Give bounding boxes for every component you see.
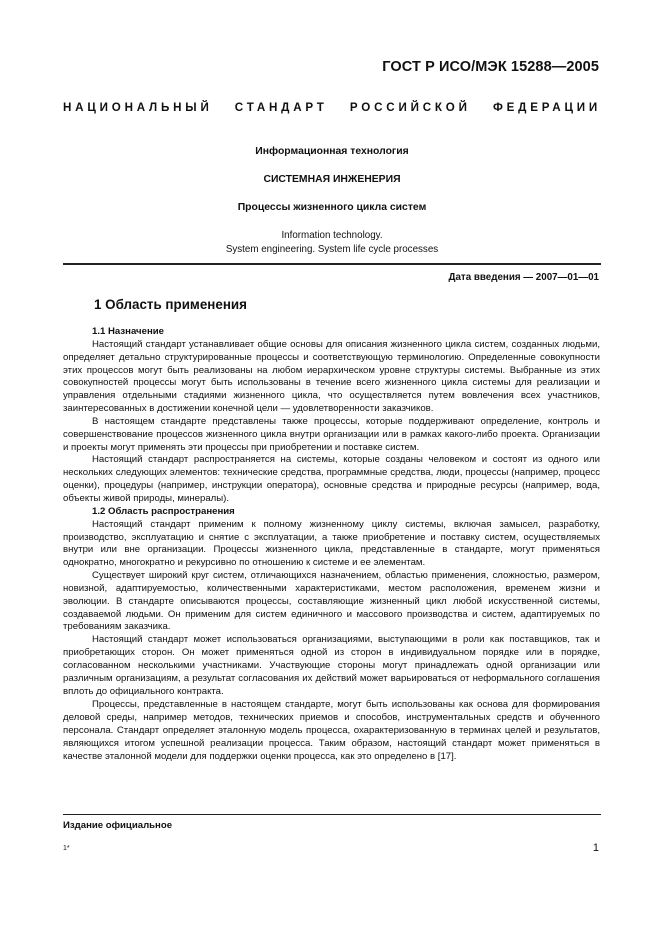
national-standard-heading: НАЦИОНАЛЬНЫЙ СТАНДАРТ РОССИЙСКОЙ ФЕДЕРАЦИИ bbox=[63, 101, 601, 114]
page-number: 1 bbox=[592, 842, 599, 854]
english-title-line-2: System engineering. System life cycle processes bbox=[225, 243, 439, 255]
section-title: 1 Область применения bbox=[94, 297, 247, 312]
paragraph: В настоящем стандарте представлены также процессы, которые поддерживают определение, контроль и совершенствование процессов жизненного цикла внутри организации или в рамках какого-либо проекта. Организации и проекты могут применять эти процессы при приобретении и поставке систем. bbox=[63, 415, 600, 453]
document-number: ГОСТ Р ИСО/МЭК 15288—2005 bbox=[382, 59, 599, 75]
paragraph: Настоящий стандарт устанавливает общие основы для описания жизненного цикла систем, созданных людьми, определяет детально структурированные процессы и соответствующую терминологию. Определенные совокупности этих процессов могут быть реализованы на любом иерархическом уровне структуры системы. Выбранные из этих совокупностей процессы могут быть использованы в течение всего жизненного цикла системы для реализации и управления отдельными стадиями жизненного цикла, что осуществляется путем вовлечения всех участников, заинтересованных в достижении конечной цели — удовлетворенности заказчиков. bbox=[63, 338, 600, 415]
sheet-mark: 1* bbox=[63, 845, 70, 852]
paragraph: Настоящий стандарт может использоваться организациями, выступающими в роли как поставщиков, так и приобретающих сторон. Он может применяться одной из сторон в индивидуальном порядке или в порядке, согласованном несколькими участниками. Участвующие стороны могут принадлежать одной организации или различным организациям, а результат согласования их действий может варьироваться от неформального соглашения вплоть до официального контракта. bbox=[63, 634, 600, 697]
title-line-2: СИСТЕМНАЯ ИНЖЕНЕРИЯ bbox=[263, 174, 401, 185]
bottom-divider bbox=[63, 814, 601, 815]
title-line-3: Процессы жизненного цикла систем bbox=[237, 202, 427, 213]
introduction-date: Дата введения — 2007—01—01 bbox=[448, 272, 599, 283]
subsection-title-scope: 1.2 Область распространения bbox=[92, 505, 235, 517]
top-divider bbox=[63, 263, 601, 265]
title-block bbox=[63, 146, 601, 256]
paragraph: Существует широкий круг систем, отличающихся назначением, областью применения, сложностью, размером, новизной, адаптируемостью, количественными характеристиками, местом расположения, временем жизни и эволюции. В стандарте описываются процессы, составляющие жизненный цикл любой искусственной системы, создаваемой людьми. Он применим для систем единичного и массового производства и систем, адаптируемых по требованиям заказчика. bbox=[63, 570, 600, 633]
paragraph: Процессы, представленные в настоящем стандарте, могут быть использованы как основа для формирования деловой среды, например методов, технических приемов и способов, инструментальных средств и обученного персонала. Стандарт определяет эталонную модель процесса, охарактеризованную в терминах целей и результатов, являющихся итогом успешной реализации процесса. Таким образом, настоящий стандарт может применяться в качестве эталонной модели для поддержки оценки процесса, как это определено в [17]. bbox=[63, 699, 600, 762]
subsection-title-purpose: 1.1 Назначение bbox=[92, 326, 164, 337]
english-title-line-1: Information technology. bbox=[281, 230, 383, 241]
title-line-1: Информационная технология bbox=[255, 146, 409, 157]
section-content bbox=[63, 326, 600, 764]
paragraph: Настоящий стандарт применим к полному жизненному циклу системы, включая замысел, разработку, производство, эксплуатацию и снятие с эксплуатации, а также приобретение и поставку систем, осуществляемых внутри или вне организации. Процессы жизненного цикла, представленные в стандарте, могут применяться однократно, многократно и рекурсивно по отношению к системе и ее элементам. bbox=[63, 518, 600, 569]
paragraph: Настоящий стандарт распространяется на системы, которые созданы человеком и состоят из одного или нескольких следующих элементов: технические средства, программные средства, люди, процессы (например, процесс оценки), процедуры (например, инструкции оператора), основные средства и природные ресурсы (например, вода, объекты живой природы, минералы). bbox=[63, 454, 600, 504]
official-edition-label: Издание официальное bbox=[63, 820, 173, 831]
